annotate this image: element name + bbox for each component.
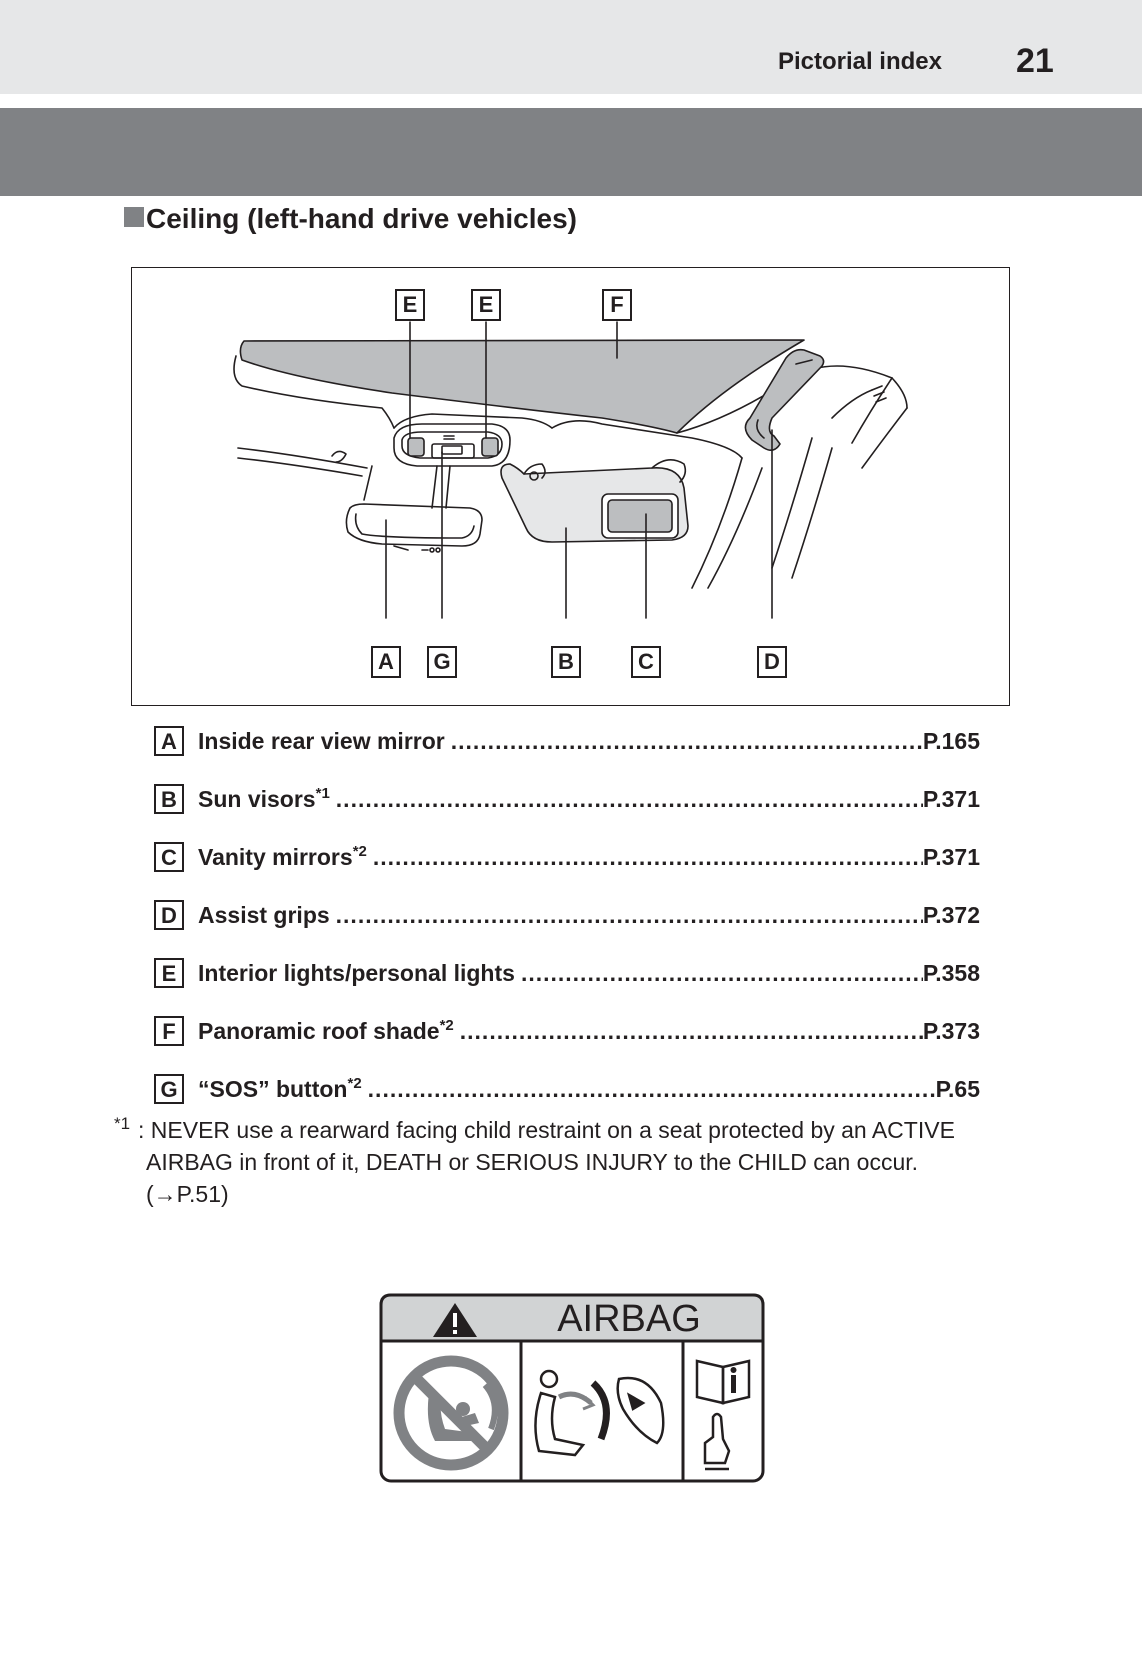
section-title: Pictorial index <box>777 48 942 75</box>
section-heading <box>124 203 577 235</box>
page-reference[interactable]: P.371 <box>922 843 980 870</box>
list-item-d <box>154 898 980 932</box>
airbag-label-graphic <box>379 1293 765 1483</box>
callout-g: G <box>427 646 457 678</box>
item-letter: A <box>154 726 184 756</box>
callout-c: C <box>631 646 661 678</box>
callout-f: F <box>602 289 632 321</box>
section-heading-text: Ceiling (left-hand drive vehicles) <box>146 203 577 234</box>
item-name: Panoramic roof shade$^{*2}$ <box>198 1016 454 1044</box>
airbag-warning-label <box>379 1293 765 1483</box>
item-name: “SOS” button$^{*2}$ <box>198 1074 362 1102</box>
page-reference[interactable]: P.358 <box>922 959 980 986</box>
no-rear-facing-child-seat-icon <box>399 1361 503 1465</box>
callout-d: D <box>757 646 787 678</box>
leader-dots <box>336 902 923 929</box>
footnote-mark: *1 <box>114 1114 131 1133</box>
item-letter: B <box>154 784 184 814</box>
item-name: Vanity mirrors$^{*2}$ <box>198 842 367 870</box>
list-item-c <box>154 840 980 874</box>
page-reference[interactable]: P.165 <box>922 727 980 754</box>
item-name: Sun visors$^{*1}$ <box>198 784 330 812</box>
callout-b: B <box>551 646 581 678</box>
footnote-line-1: : NEVER use a rearward facing child restraint on a seat protected by an ACTIVE <box>138 1117 955 1143</box>
list-item-e <box>154 956 980 990</box>
heading-square-icon <box>124 207 144 227</box>
page-reference[interactable]: P.373 <box>922 1017 980 1044</box>
item-name: Inside rear view mirror <box>198 727 445 754</box>
list-item-a <box>154 724 980 758</box>
footnote-text <box>138 1114 1034 1210</box>
footnote-line-3[interactable]: (→P.51) <box>146 1181 229 1207</box>
page-reference[interactable]: P.372 <box>922 901 980 928</box>
ceiling-line-drawing <box>132 268 1008 704</box>
leader-dots <box>368 1076 936 1103</box>
item-name: Assist grips <box>198 901 330 928</box>
item-letter: E <box>154 958 184 988</box>
item-letter: G <box>154 1074 184 1104</box>
leader-dots <box>336 786 923 813</box>
leader-dots <box>373 844 923 871</box>
item-name: Interior lights/personal lights <box>198 959 515 986</box>
page-number: 21 <box>1016 42 1054 80</box>
callout-e-right: E <box>471 289 501 321</box>
leader-dots <box>451 728 923 755</box>
leader-dots <box>460 1018 923 1045</box>
callout-a: A <box>371 646 401 678</box>
item-letter: F <box>154 1016 184 1046</box>
header-band <box>0 0 1142 94</box>
airbag-title: AIRBAG <box>557 1298 701 1340</box>
leader-dots <box>521 960 923 987</box>
page-reference[interactable]: P.65 <box>935 1075 980 1102</box>
item-letter: D <box>154 900 184 930</box>
callout-e-left: E <box>395 289 425 321</box>
item-letter: C <box>154 842 184 872</box>
list-item-f <box>154 1014 980 1048</box>
grey-banner <box>0 108 1142 196</box>
footnote <box>114 1114 1034 1210</box>
list-item-b <box>154 782 980 816</box>
footnote-line-2: AIRBAG in front of it, DEATH or SERIOUS INJURY to the CHILD can occur. <box>146 1149 919 1175</box>
list-item-g <box>154 1072 980 1106</box>
page-reference[interactable]: P.371 <box>922 785 980 812</box>
ceiling-illustration <box>131 267 1010 706</box>
